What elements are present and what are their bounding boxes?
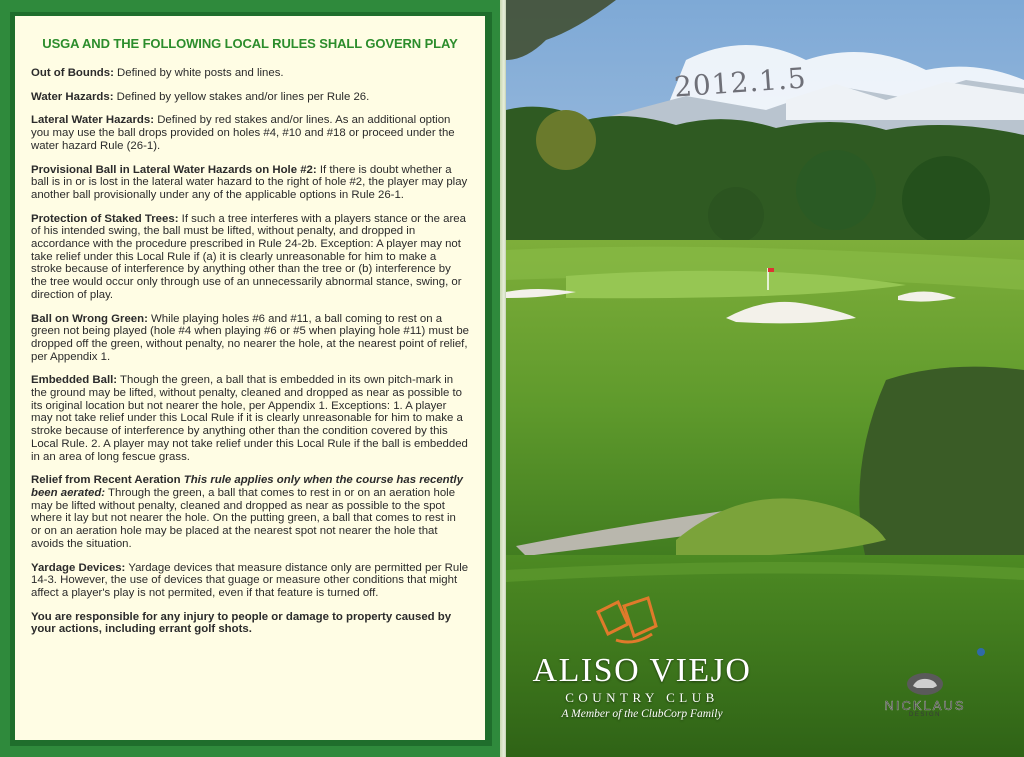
bear-icon: [905, 672, 945, 696]
flag-icon: [768, 268, 774, 272]
rule-water-hazards: [31, 91, 469, 104]
rule-emphasis: This rule applies only when the course has recently been aerated:: [31, 474, 463, 499]
rule-aeration: [31, 474, 469, 550]
tree: [902, 156, 990, 244]
rule-label: Lateral Water Hazards:: [31, 114, 155, 127]
rule-label: Embedded Ball:: [31, 374, 118, 387]
rule-text: Yardage devices that measure distance only are permitted per Rule 14-3. However, the use of devices that guage or measure other conditions that might affect a player's play is not permited, even if that feature is turned off.: [31, 561, 469, 599]
rule-label: Relief from Recent Aeration: [31, 474, 181, 487]
golf-course-photo: [506, 0, 1024, 757]
tree: [708, 187, 764, 243]
rules-title: USGA AND THE FOLLOWING LOCAL RULES SHALL GOVERN PLAY: [42, 36, 458, 51]
nicklaus-design-logo: [850, 672, 1000, 722]
rule-label: Protection of Staked Trees:: [31, 212, 179, 225]
club-subtitle: COUNTRY CLUB: [565, 690, 719, 705]
rule-wrong-green: [31, 313, 469, 364]
rule-provisional-ball: [31, 164, 469, 202]
rule-staked-trees: [31, 213, 469, 302]
rule-text: If there is doubt whether a ball is in or is lost in the lateral water hazard to the right of hole #2, the player may play another ball provisionally under any of the applicable options in Rule 26-1.: [31, 163, 468, 201]
rule-lateral-water-hazards: [31, 114, 469, 152]
liability-notice: You are responsible for any injury to people or damage to property caused by your actions, including errant golf shots.: [31, 610, 452, 636]
autumn-tree: [536, 110, 596, 170]
rule-label: Provisional Ball in Lateral Water Hazards on Hole #2:: [31, 163, 317, 176]
club-tagline: A Member of the ClubCorp Family: [561, 708, 723, 720]
nicklaus-text: NICKLAUS: [884, 698, 966, 713]
tree: [796, 150, 876, 230]
rule-text: Defined by white posts and lines.: [113, 67, 284, 79]
rule-text: Defined by red stakes and/or lines. As an additional option you may use the ball drops provided on holes #4, #10 and #18 or proceed under the water hazard Rule (26-1).: [31, 114, 455, 152]
rule-text: Through the green, a ball that comes to rest in or on an aeration hole may be lifted without penalty, cleaned and dropped as near as possible to the spot where it lay but not nearer the hole. On the putting green, a ball that comes to rest in or on an aeration hole may be placed at the nearest spot not nearer the hole that avoids the situation.: [31, 486, 456, 550]
club-name: ALISO VIEJO: [532, 652, 752, 689]
rule-label: Water Hazards:: [31, 90, 114, 103]
rule-text: Though the green, a ball that is embedded in its own pitch-mark in the ground may be lifted, without penalty, cleaned and dropped as near as possible to its original location but not nearer the hole, per Appendix 1. Exceptions: 1. A player may not take relief under this Local Rule if it is clearly unreasonable for him to make a stroke because of interference by anything other than the condition covered by this Local Rule. 2. A player may not take relief under this Local Rule if the ball is embedded in an area of long fescue grass.: [31, 374, 468, 463]
rule-text: While playing holes #6 and #11, a ball coming to rest on a green not being played (hole #4 when playing #6 or #5 when playing hole #11) must be dropped off the green, without penalty, no nearer the hole, at the nearest point of relief, per Appendix 1.: [31, 312, 469, 363]
design-text: DESIGN: [908, 712, 941, 718]
shrubs-right: [859, 367, 1024, 560]
rule-text: If such a tree interferes with a players stance or the area of his intended swing, the ball must be lifted, without penalty, and dropped in accordance with the procedure prescribed in Rule 24-2b. Exception: A player may not take relief under this Local Rule if (a) it is clearly unreasonable for him to make a stroke because of interference by anything other than the tree or (b) interference by the tree would occur only through use of an unnecessarily abnormal stance, swing, or direction of play.: [31, 212, 466, 301]
rule-yardage-devices: [31, 562, 469, 600]
rule-embedded-ball: [31, 374, 469, 463]
rule-label: Out of Bounds:: [31, 67, 114, 79]
tee-marker: [977, 648, 985, 656]
club-logo: [506, 594, 786, 734]
rule-label: Yardage Devices:: [31, 561, 126, 574]
rules-card-frame: [0, 0, 503, 757]
local-rules-card: [15, 16, 485, 740]
handwritten-date: 2012.1.5: [673, 61, 808, 104]
rule-out-of-bounds: [31, 67, 469, 80]
rule-label: Ball on Wrong Green:: [31, 312, 148, 325]
rule-text: Defined by yellow stakes and/or lines per Rule 26.: [113, 90, 370, 103]
